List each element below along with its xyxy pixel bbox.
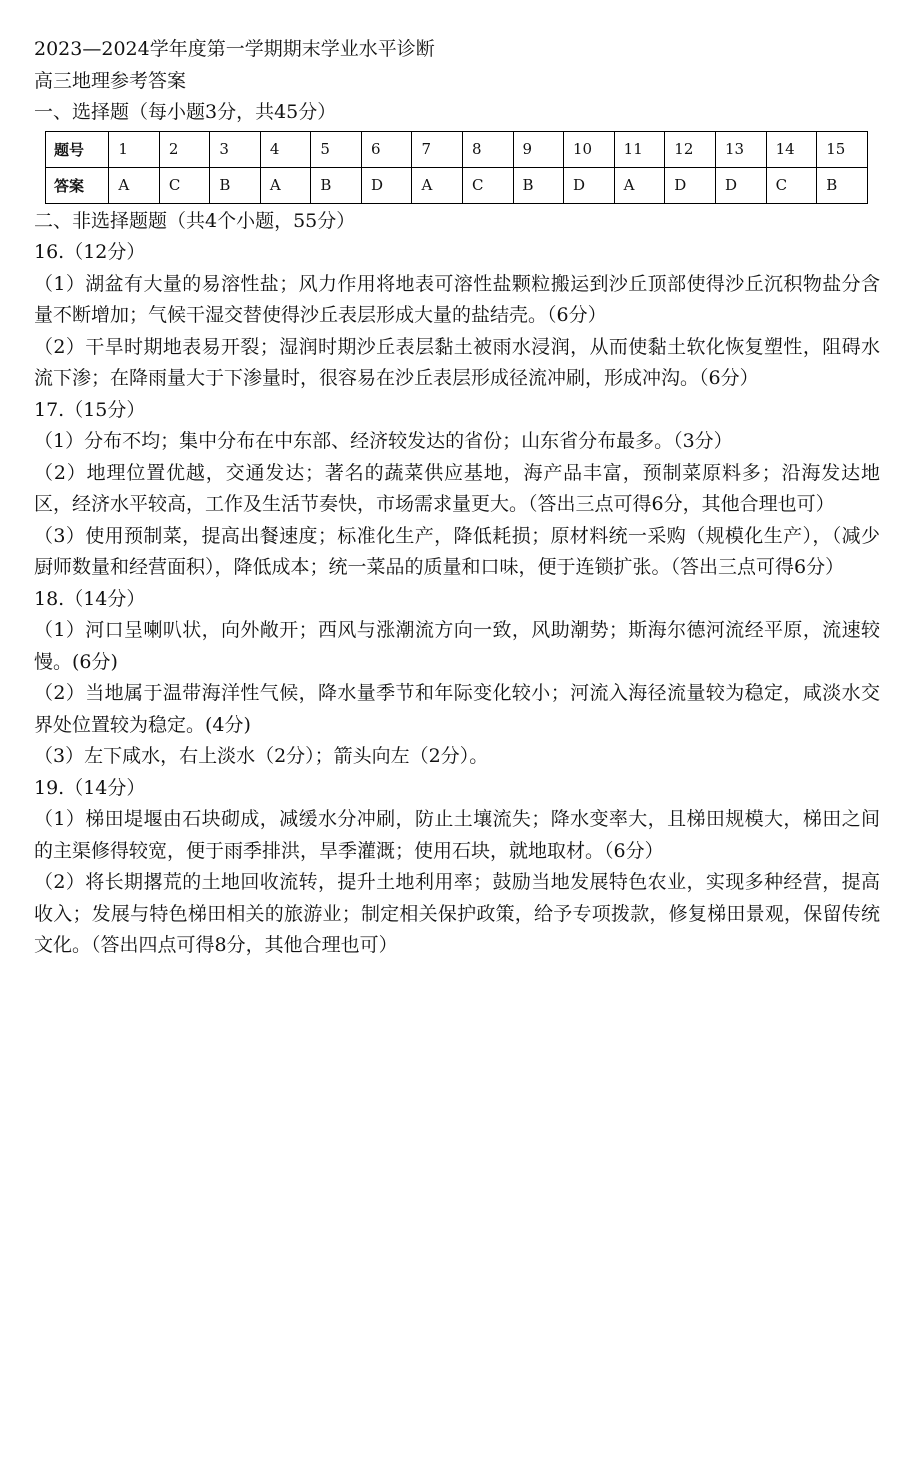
answer-cell: A [109,167,160,203]
question-number-cell: 1 [109,131,160,167]
answer-part: （3）使用预制菜，提高出餐速度；标准化生产，降低耗损；原材料统一采购（规模化生产），（减少厨师数量和经营面积），降低成本；统一菜品的质量和口味，便于连锁扩张。（答出三点可得6分） [34,524,880,578]
answer-cell: D [665,167,716,203]
answer-cell: B [817,167,868,203]
question-title: 17.（15分） [34,398,146,421]
document-title: 2023—2024学年度第一学期期末学业水平诊断 [34,38,435,60]
answer-table-number-row [46,131,868,167]
row-label-number: 题号 [46,131,109,167]
question-number-cell: 13 [715,131,766,167]
document-subtitle: 高三地理参考答案 [34,69,187,92]
section2-heading: 二、非选择题题（共4个小题，55分） [34,209,356,232]
answer-cell: B [210,167,261,203]
question-number-cell: 5 [311,131,362,167]
question-title: 18.（14分） [34,587,146,610]
question-18 [34,584,880,773]
answer-cell: A [260,167,311,203]
question-number-cell: 14 [766,131,817,167]
answer-part: （1）湖盆有大量的易溶性盐；风力作用将地表可溶性盐颗粒搬运到沙丘顶部使得沙丘沉积物盐分含量不断增加；气候干湿交替使得沙丘表层形成大量的盐结壳。（6分） [34,272,880,326]
answer-part: （2）将长期撂荒的土地回收流转，提升土地利用率；鼓励当地发展特色农业，实现多种经营，提高收入；发展与特色梯田相关的旅游业；制定相关保护政策，给予专项拨款，修复梯田景观，保留传统文化。（答出四点可得8分，其他合理也可） [34,871,880,956]
answer-part: （1）河口呈喇叭状，向外敞开；西风与涨潮流方向一致，风助潮势；斯海尔德河流经平原，流速较慢。(6分) [34,619,880,673]
question-number-cell: 2 [159,131,210,167]
question-number-cell: 15 [817,131,868,167]
answer-cell: D [715,167,766,203]
answer-cell: B [513,167,564,203]
section1-heading: 一、选择题（每小题3分，共45分） [34,101,337,123]
question-number-cell: 10 [564,131,615,167]
answer-part: （3）左下咸水，右上淡水（2分）；箭头向左（2分）。 [34,745,489,767]
answer-part: （2）当地属于温带海洋性气候，降水量季节和年际变化较小；河流入海径流量较为稳定，咸淡水交界处位置较为稳定。(4分) [34,682,880,736]
question-17 [34,395,880,584]
answer-document [34,34,880,962]
answer-part: （1）分布不均；集中分布在中东部、经济较发达的省份；山东省分布最多。（3分） [34,430,733,452]
answer-part: （2）干旱时期地表易开裂；湿润时期沙丘表层黏土被雨水浸润，从而使黏土软化恢复塑性，阻碍水流下渗；在降雨量大于下渗量时，很容易在沙丘表层形成径流冲刷，形成冲沟。（6分） [34,335,880,389]
row-label-answer: 答案 [46,167,109,203]
answer-table [45,131,868,204]
question-number-cell: 4 [260,131,311,167]
question-title: 19.（14分） [34,776,146,799]
question-19 [34,773,880,962]
answer-part: （2）地理位置优越，交通发达；著名的蔬菜供应基地，海产品丰富，预制菜原料多；沿海发达地区，经济水平较高，工作及生活节奏快，市场需求量更大。（答出三点可得6分，其他合理也可） [34,461,880,515]
question-number-cell: 6 [361,131,412,167]
question-title: 16.（12分） [34,241,146,263]
answer-cell: A [614,167,665,203]
answer-cell: C [159,167,210,203]
question-number-cell: 3 [210,131,261,167]
question-number-cell: 9 [513,131,564,167]
question-number-cell: 11 [614,131,665,167]
question-16 [34,237,880,395]
answer-cell: D [361,167,412,203]
answer-cell: B [311,167,362,203]
answer-part: （1）梯田堤堰由石块砌成，减缓水分冲刷，防止土壤流失；降水变率大，且梯田规模大，梯田之间的主渠修得较宽，便于雨季排洪，旱季灌溉；使用石块，就地取材。（6分） [34,808,880,862]
answer-table-answer-row [46,167,868,203]
answer-cell: A [412,167,463,203]
question-number-cell: 8 [462,131,513,167]
answer-cell: C [766,167,817,203]
question-number-cell: 12 [665,131,716,167]
answer-cell: C [462,167,513,203]
answer-cell: D [564,167,615,203]
question-number-cell: 7 [412,131,463,167]
